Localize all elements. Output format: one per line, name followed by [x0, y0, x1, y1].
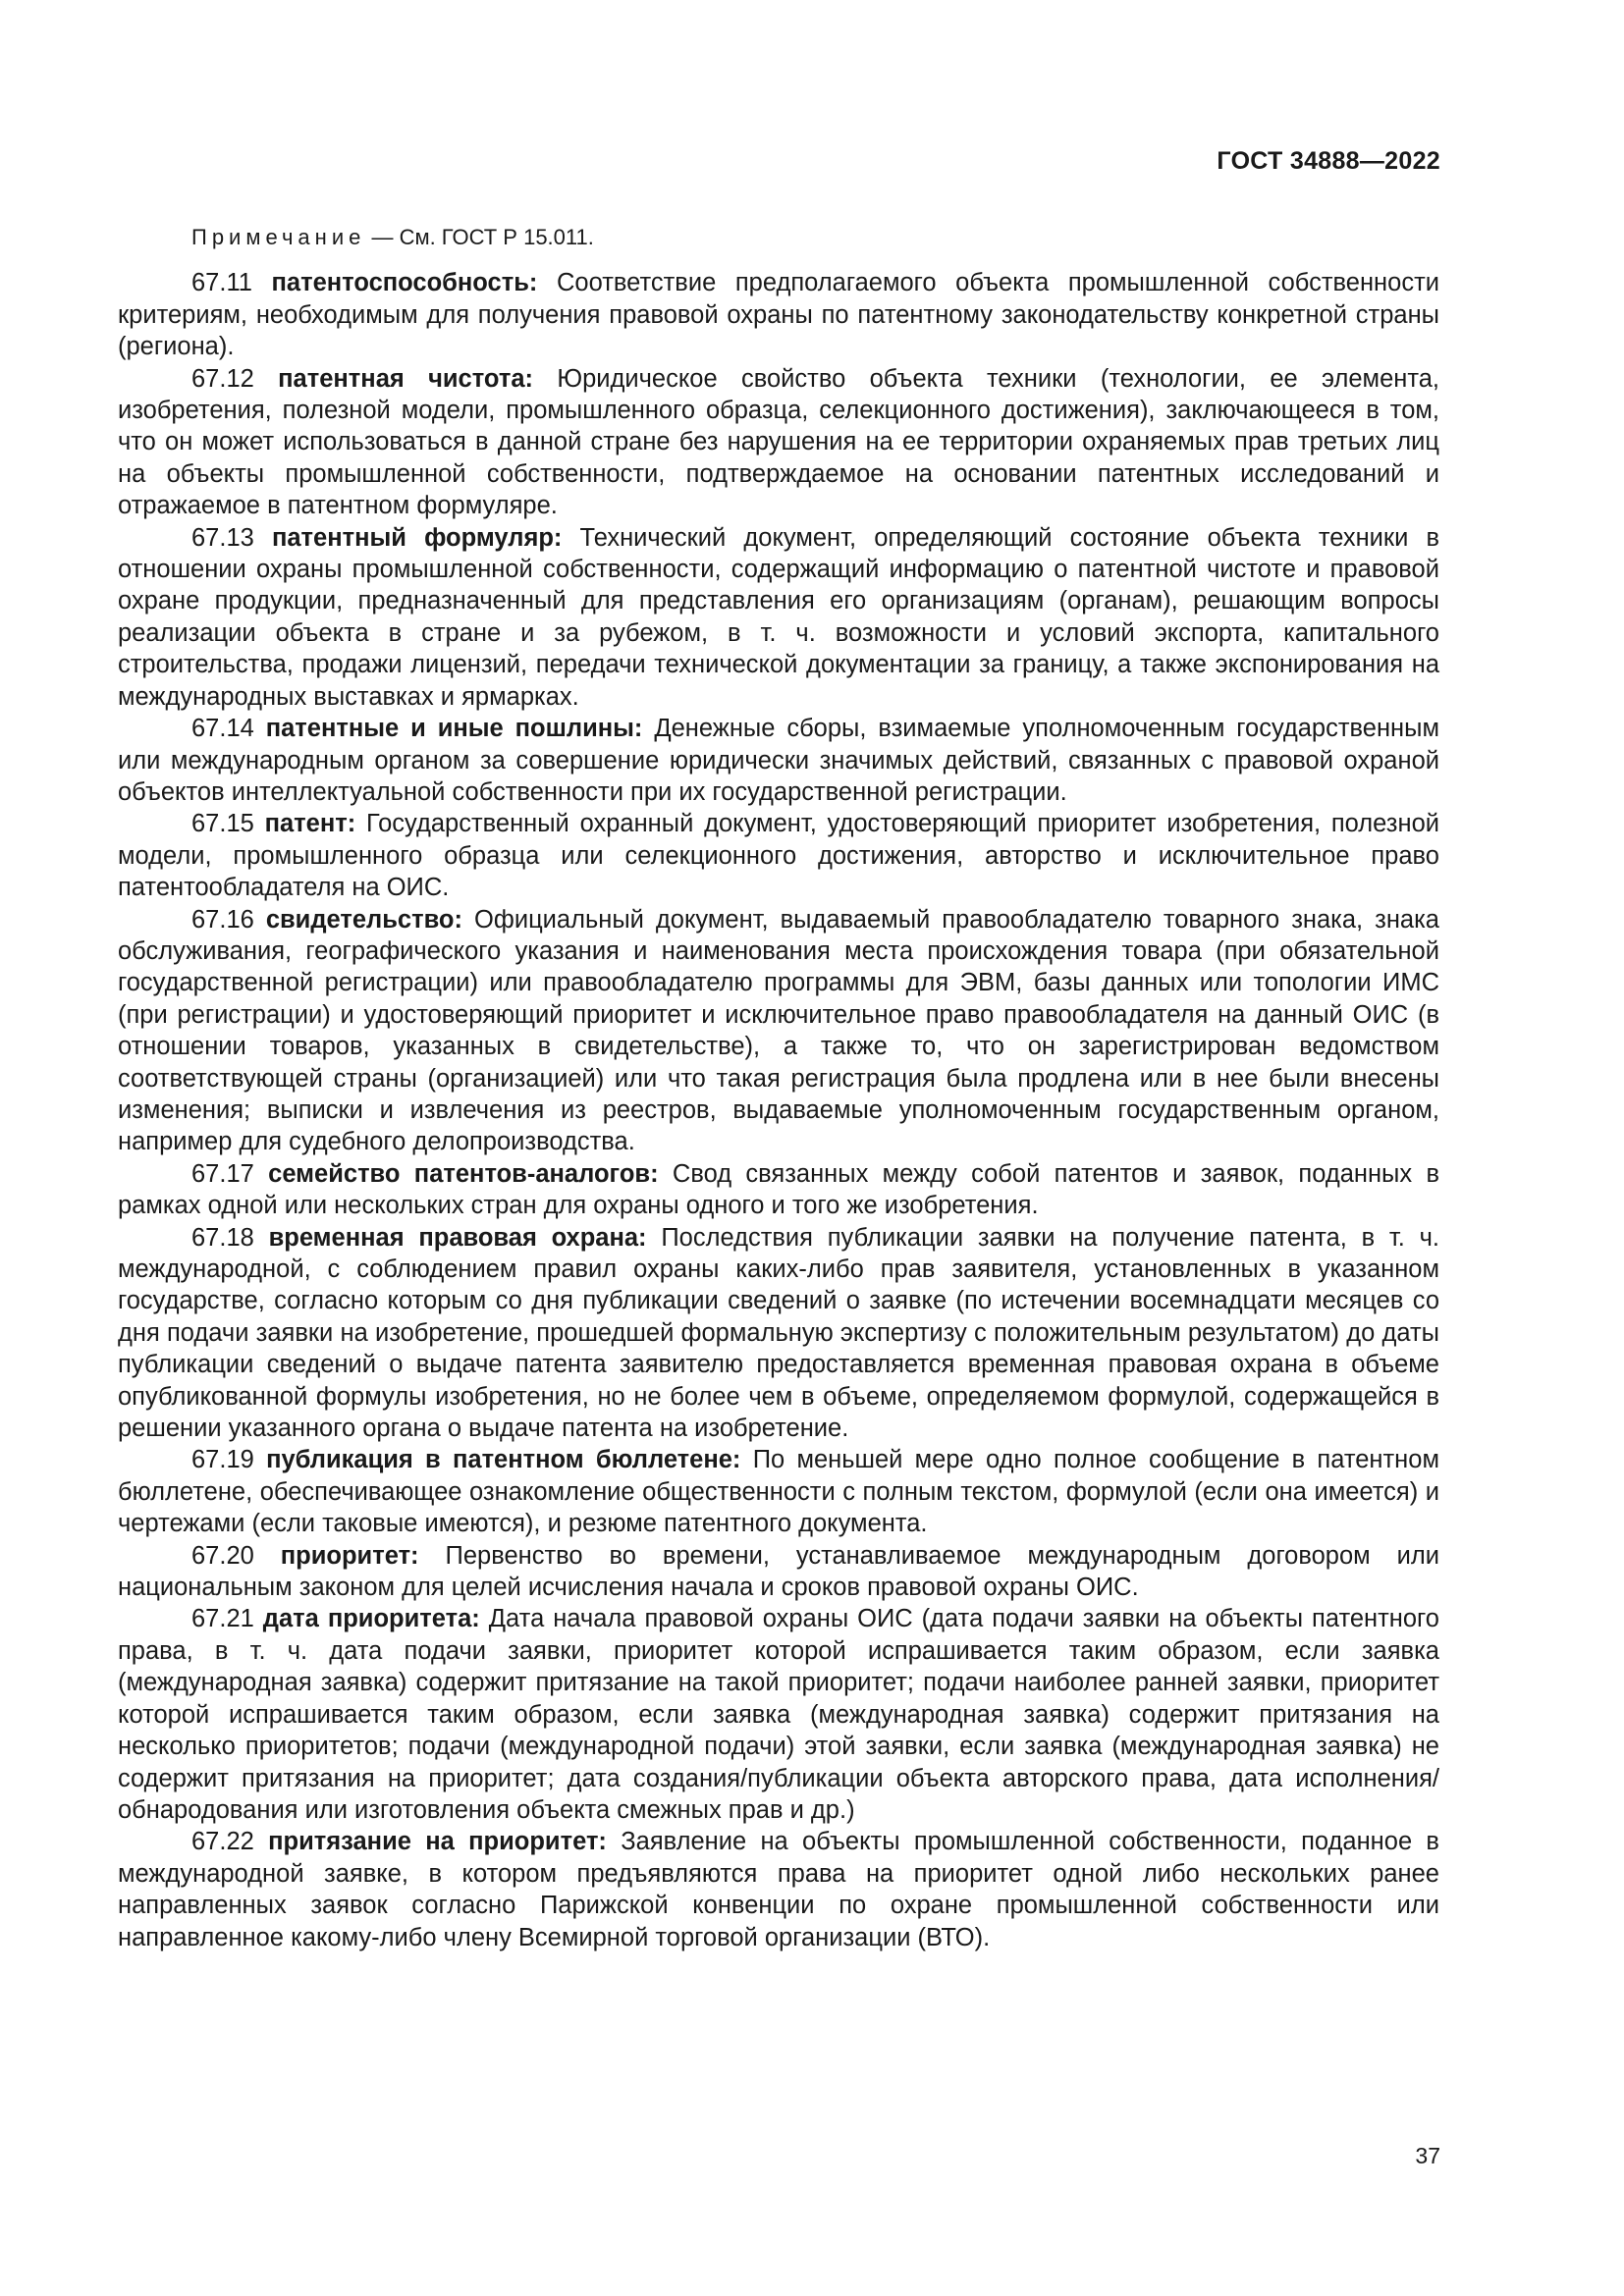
- entry-number: 67.14: [191, 715, 254, 743]
- definition-entry: [118, 1540, 1439, 1604]
- definition-entry: [118, 1826, 1439, 1953]
- entry-number: 67.12: [191, 364, 254, 393]
- entry-definition: Первенство во времени, устанавливаемое международным договором или национальным законом для целей исчисления начала и сроков правовой охраны ОИС.: [118, 1541, 1439, 1602]
- entry-number: 67.18: [191, 1223, 254, 1252]
- entry-number: 67.19: [191, 1446, 254, 1474]
- entry-definition: Последствия публикации заявки на получение патента, в т. ч. международной, с соблюдением правил охраны каких-либо прав заявителя, установленных в указанном государстве, согласно которым со дня публикации сведений о заявке (по истечении восемнадцати месяцев со дня подачи заявки на изобретение, прошедшей формальную экспертизу с положительным результатом) до даты публикации сведений о выдаче патента заявителю предоставляется временная правовая охрана в объеме опубликованной формулы изобретения, но не более чем в объеме, определяемом формулой, содержащейся в решении указанного органа о выдаче патента на изобретение.: [118, 1223, 1439, 1443]
- entry-number: 67.22: [191, 1828, 254, 1856]
- page-number: 37: [1415, 2143, 1440, 2168]
- definition-entry: [118, 904, 1439, 1158]
- definition-entry: [118, 522, 1439, 713]
- note-label: Примечание: [191, 225, 366, 249]
- entry-number: 67.13: [191, 523, 254, 552]
- entry-definition: Соответствие предполагаемого объекта промышленной собственности критериям, необходимым для получения правовой охраны по патентному законодательству конкретной страны (региона).: [118, 269, 1439, 361]
- entry-definition: Официальный документ, выдаваемый правообладателю товарного знака, знака обслуживания, географического указания и наименования места происхождения товара (при обязательной государственной регистрации) или правообладателю программы для ЭВМ, базы данных или топологии ИМС (при регистрации) и удостоверяющий приоритет и исключительное право правообладателя на данный ОИС (в отношении товаров, указанных в свидетельстве), а также то, что он зарегистрирован ведомством соответствующей страны (организацией) или что такая регистрация была продлена или в нее были внесены изменения; выписки и извлечения из реестров, выдаваемые уполномоченным государственным органом, например для судебного делопроизводства.: [118, 905, 1439, 1156]
- entry-definition: Юридическое свойство объекта техники (технологии, ее элемента, изобретения, полезной модели, промышленного образца, селекционного достижения), заключающееся в том, что он может использоваться в данной стране без нарушения на ее территории охраняемых прав третьих лиц на объекты промышленной собственности, подтверждаемое на основании патентных исследований и отражаемое в патентном формуляре.: [118, 364, 1439, 520]
- definition-entry: [118, 1222, 1439, 1445]
- entry-term: притязание на приоритет:: [268, 1828, 607, 1856]
- entry-term: дата приоритета:: [262, 1605, 480, 1633]
- entry-term: патентный формуляр:: [271, 523, 563, 552]
- entry-term: публикация в патентном бюллетене:: [266, 1446, 741, 1474]
- entry-definition: Денежные сборы, взимаемые уполномоченным государственным или международным органом за совершение юридически значимых действий, связанных с правовой охраной объектов интеллектуальной собственности при их государственной регистрации.: [118, 715, 1439, 806]
- document-header: [1217, 147, 1440, 176]
- definition-entry: [118, 1444, 1439, 1539]
- note: [118, 222, 1439, 253]
- entry-term: патент:: [264, 810, 356, 838]
- standard-designation: ГОСТ 34888—2022: [1217, 147, 1440, 175]
- entry-number: 67.16: [191, 905, 254, 934]
- entry-number: 67.17: [191, 1159, 254, 1188]
- definition-entry: [118, 267, 1439, 362]
- definition-entry: [118, 1158, 1439, 1222]
- definition-entry: [118, 1603, 1439, 1826]
- entry-number: 67.20: [191, 1541, 254, 1570]
- entry-term: временная правовая охрана:: [268, 1223, 647, 1252]
- note-text: — См. ГОСТ Р 15.011.: [365, 225, 594, 249]
- definition-entry: [118, 363, 1439, 522]
- entry-definition: Свод связанных между собой патентов и заявок, поданных в рамках одной или нескольких стран для охраны одного и того же изобретения.: [118, 1159, 1439, 1220]
- entry-term: приоритет:: [280, 1541, 419, 1570]
- entry-definition: Заявление на объекты промышленной собственности, поданное в международной заявке, в котором предъявляются права на приоритет одной либо нескольких ранее направленных заявок согласно Парижской конвенции по охране промышленной собственности или направленное какому-либо члену Всемирной торговой организации (ВТО).: [118, 1828, 1439, 1951]
- entry-definition: Технический документ, определяющий состояние объекта техники в отношении охраны промышленной собственности, содержащий информацию о патентной чистоте и правовой охране продукции, предназначенный для представления его организациям (органам), решающим вопросы реализации объекта в стране и за рубежом, в т. ч. возможности и условий экспорта, капитального строительства, продажи лицензий, передачи технической документации за границу, а также экспонирования на международных выставках и ярмарках.: [118, 523, 1439, 711]
- entry-definition: Государственный охранный документ, удостоверяющий приоритет изобретения, полезной модели, промышленного образца или селекционного достижения, авторство и исключительное право патентообладателя на ОИС.: [118, 810, 1440, 902]
- entry-number: 67.15: [191, 810, 254, 838]
- entry-definition: По меньшей мере одно полное сообщение в патентном бюллетене, обеспечивающее ознакомление общественности с полным текстом, формулой (если она имеется) и чертежами (если таковые имеются), и резюме патентного документа.: [118, 1446, 1439, 1538]
- entry-term: патентные и иные пошлины:: [265, 715, 643, 743]
- entry-number: 67.11: [191, 269, 252, 297]
- entry-term: патентная чистота:: [278, 364, 533, 393]
- definition-entry: [118, 713, 1439, 808]
- entry-definition: Дата начала правовой охраны ОИС (дата подачи заявки на объекты патентного права, в т. ч. дата подачи заявки, приоритет которой испрашивается таким образом, если заявка (международная заявка) содержит притязание на такой приоритет; подачи наиболее ранней заявки, приоритет которой испрашивается таким образом, если заявка (международная заявка) содержит притязания на несколько приоритетов; подачи (международной подачи) этой заявки, если заявка (международная заявка) не содержит притязания на приоритет; дата создания/публикации объекта авторского права, дата исполнения/обнародования или изготовления объекта смежных прав и др.): [118, 1605, 1439, 1824]
- entry-term: патентоспособность:: [271, 269, 538, 297]
- definition-entry: [118, 808, 1439, 903]
- entry-number: 67.21: [191, 1605, 254, 1633]
- entry-term: семейство патентов-аналогов:: [268, 1159, 659, 1188]
- page-body: [118, 222, 1439, 1953]
- entry-term: свидетельство:: [265, 905, 463, 934]
